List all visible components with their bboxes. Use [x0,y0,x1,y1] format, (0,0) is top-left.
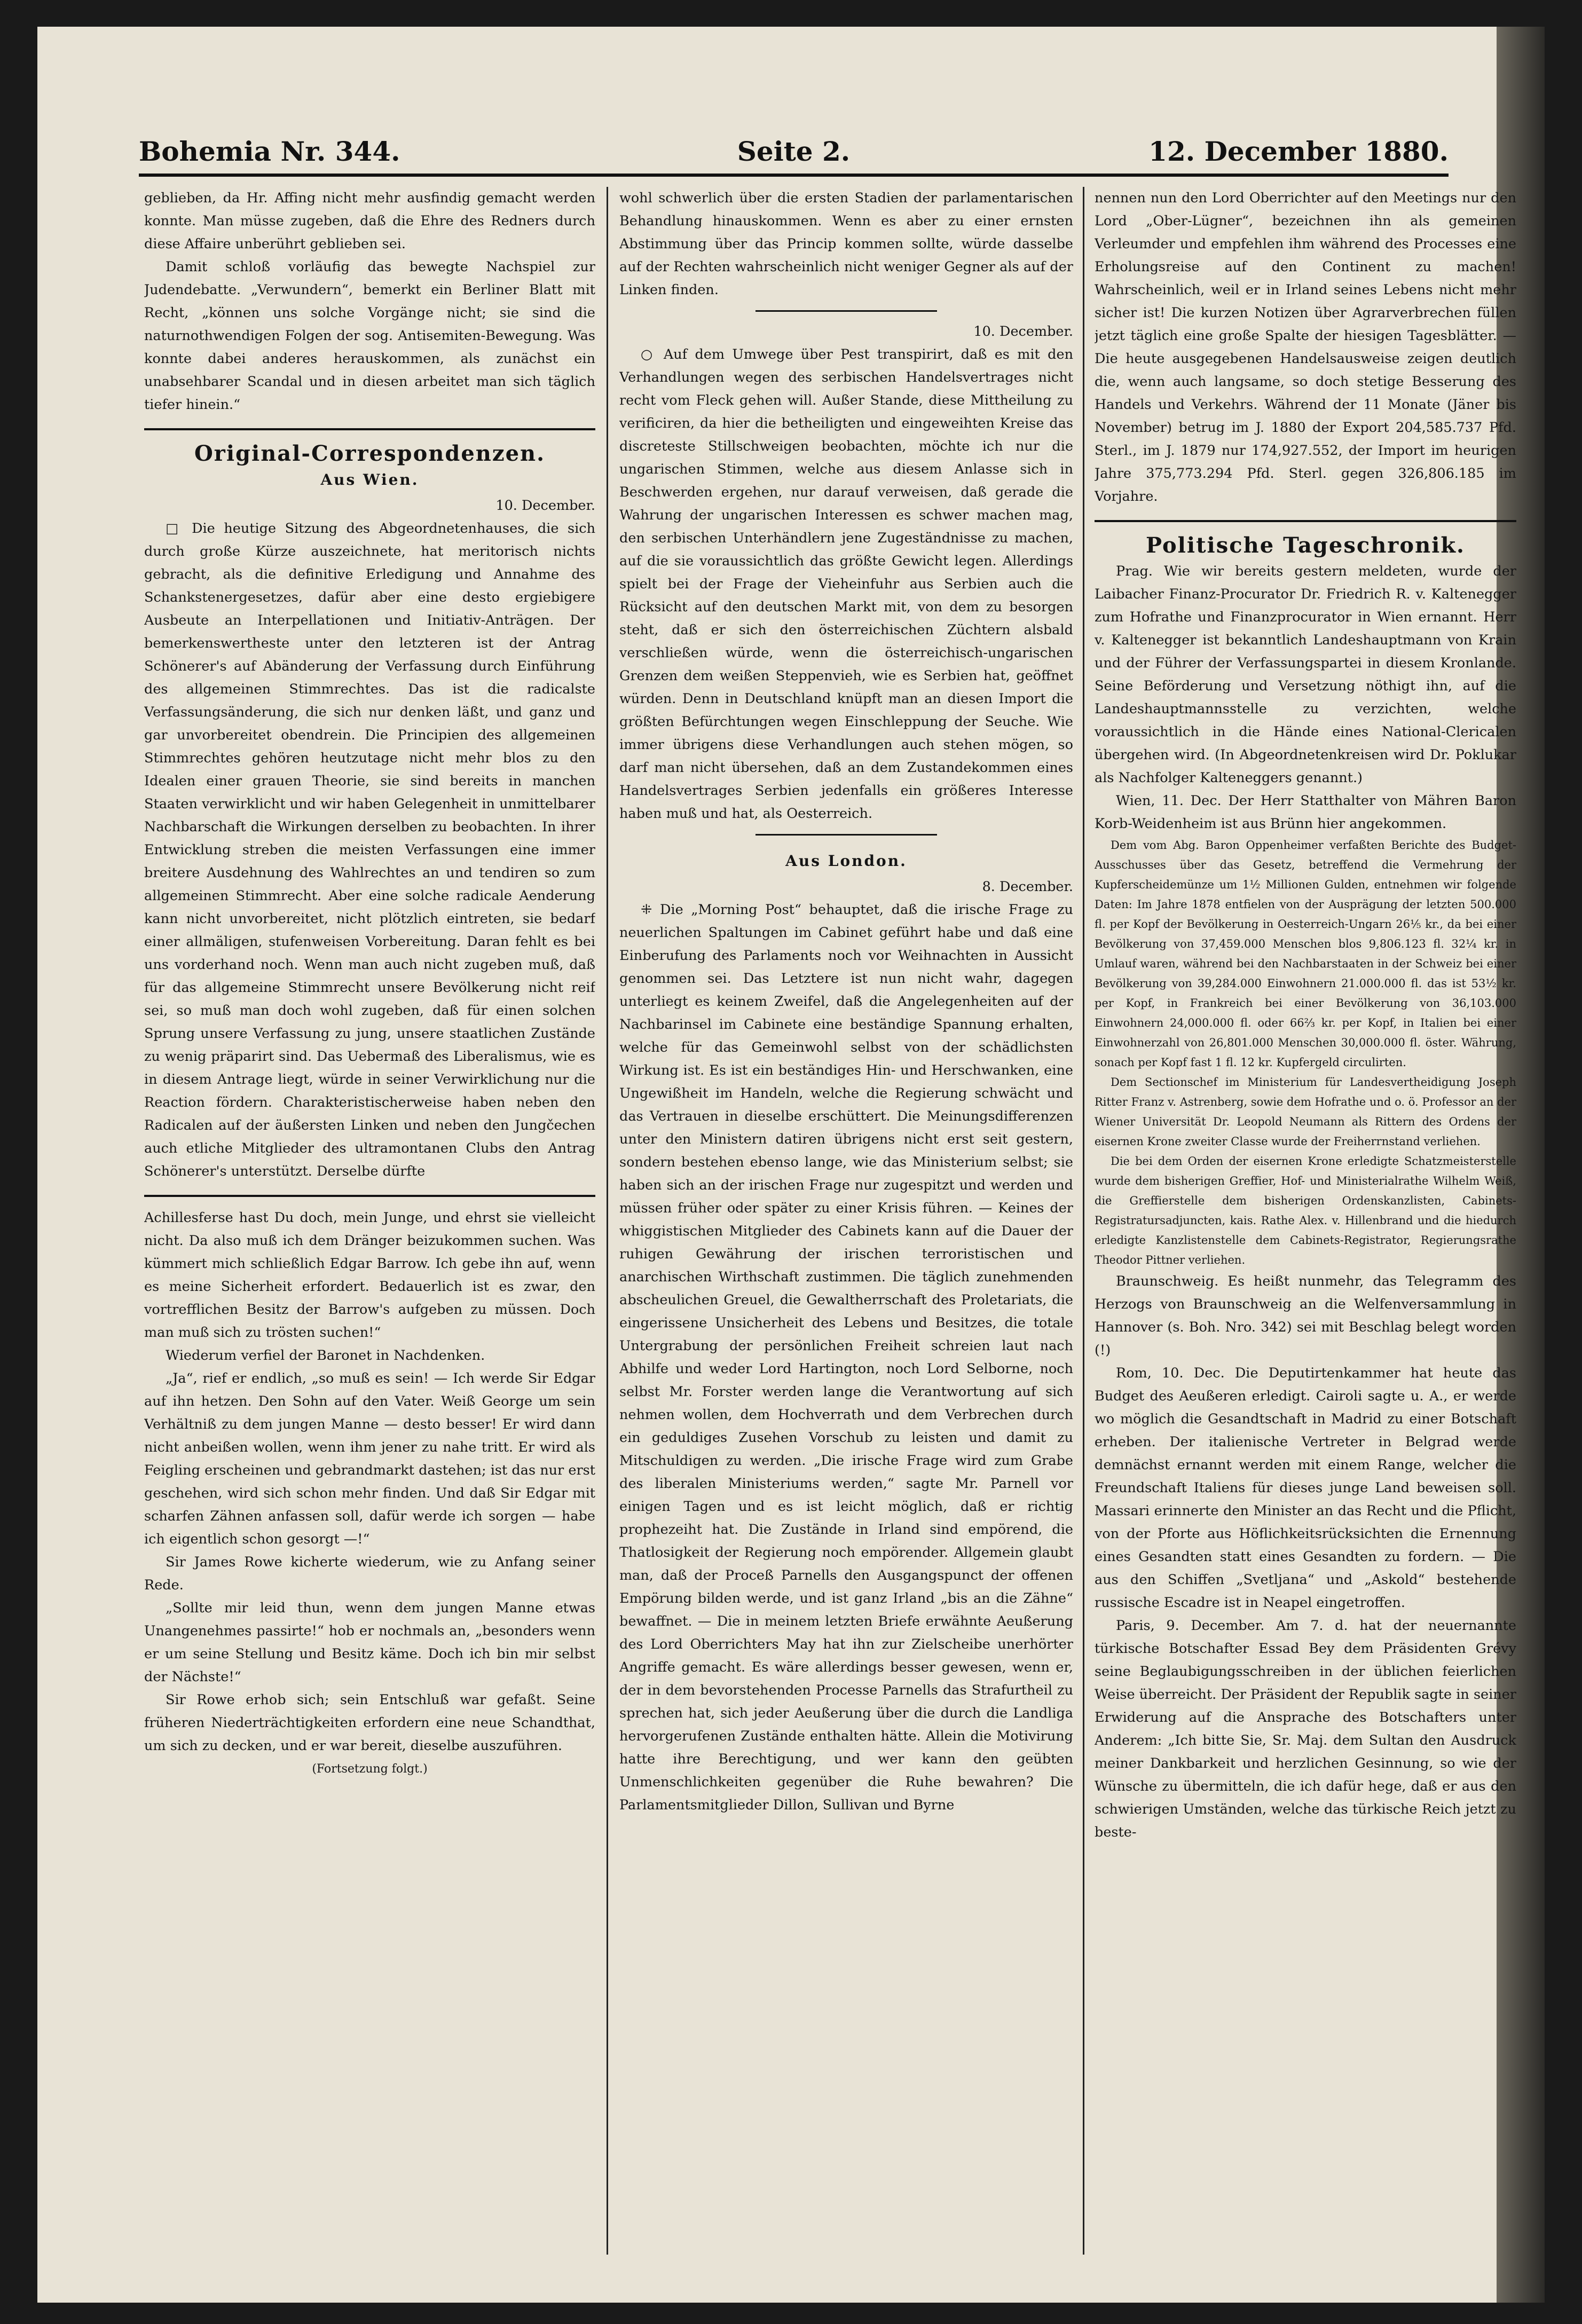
col3-small-paragraph: Die bei dem Orden der eisernen Krone erledigte Schatzmeisterstelle wurde dem bisherigen Greffier, Hof- und Ministerialrathe Wilhelm Weiß, die Greffierstelle dem bisherigen Ordenskanzlisten, Cabinets-Registratursadjuncten, kais. Rathe Alex. v. Hillenbrand und die hiedurch erledigte Kanzlistenstelle dem Cabinets-Registrator, Regierungsrathe Theodor Pittner verliehen. [1095,1155,1516,1266]
col3-small-paragraph: Dem vom Abg. Baron Oppenheimer verfaßten Berichte des Budget-Ausschusses über das Gesetz, betreffend die Vermehrung der Kupferscheidemünze um 1½ Millionen Gulden, entnehmen wir folgende Daten: Im Jahre 1878 entfielen von der Ausprägung der letzten 500.000 fl. per Kopf der Bevölkerung in Oesterreich-Ungarn 26⅕ kr., da bei einer Bevölkerung von 37,459.000 Menschen blos 9,806.123 fl. 32¼ kr. in Umlauf waren, während bei den Nachbarstaaten in der Schweiz bei einer Bevölkerung von 39,284.000 Einwohnern 21.000.000 fl. das ist 53½ kr. per Kopf, in Frankreich bei einer Bevölkerung von 36,103.000 Einwohnern 24,000.000 fl. oder 66⅔ kr. per Kopf, in Italien bei einer Einwohnerzahl von 26,801.000 Menschen 30,000.000 fl. öster. Währung, sonach per Kopf fast 1 fl. 12 kr. Kupfergeld circulirten. [1095,839,1516,1069]
section-divider [144,428,595,430]
col2-paragraph: wohl schwerlich über die ersten Stadien der parlamentarischen Behandlung hinauskommen. Wenn es aber zu einer ernsten Abstimmung über das Princip kommen sollte, würde dasselbe auf der Rechten wahrscheinlich nicht weniger Gegner als auf der Linken finden. [619,190,1073,298]
header-issue: Bohemia Nr. 344. [139,136,400,167]
feuilleton-paragraph: Wiederum verfiel der Baronet in Nachdenken. [166,1348,485,1364]
column-divider-2 [1083,187,1084,2255]
col1-paragraph: Damit schloß vorläufig das bewegte Nachspiel zur Judendebatte. „Verwundern“, bemerkt ein Berliner Blatt mit Recht, „können uns solche Vorgänge nicht; sie sind die naturnothwendigen Folgen der sog. Antisemiten-Bewegung. Was konnte dabei anderes herauskommen, als zunächst ein unabsehbarer Scandal und in diesen arbeitet man sich täglich tiefer hinein.“ [144,259,595,413]
short-divider [755,834,937,836]
section-title-correspondence: Original-Correspondenzen. [194,441,546,466]
column-1 [144,187,595,2255]
col3-paragraph: nennen nun den Lord Oberrichter auf den Meetings nur den Lord „Ober-Lügner“, bezeichnen ihn als gemeinen Verleumder und empfehlen ihm während des Processes eine Erholungsreise auf den Continent zu machen! Wahrscheinlich, weil er in Irland seines Lebens nicht mehr sicher ist! Die kurzen Notizen über Agrarverbrechen füllen jetzt täglich eine große Spalte der hiesigen Tagesblätter. — Die heute ausgegebenen Handelsausweise zeigen deutlich die, wenn auch langsame, so doch stetige Besserung des Handels und Verkehrs. Während der 11 Monate (Jäner bis November) betrug im J. 1880 der Export 204,585.737 Pfd. Sterl., im J. 1879 nur 174,927.552, der Import im heurigen Jahre 375,773.294 Pfd. Sterl. gegen 326,806.185 im Vorjahre. [1095,190,1516,505]
column-2 [619,187,1073,2255]
feuilleton-paragraph: „Ja“, rief er endlich, „so muß es sein! — Ich werde Sir Edgar auf ihn hetzen. Den Sohn auf den Vater. Weiß George um sein Verhältniß zu dem jungen Manne — desto besser! Er wird dann nicht anbeißen wollen, wenn ihm jener zu nahe tritt. Er wird als Feigling erscheinen und gebrandmarkt dastehen; ist das nur erst geschehen, wird sich schon mehr finden. Und daß Sir Edgar mit scharfen Zähnen anfassen soll, dafür werde ich sorgen — habe ich eigentlich schon gesorgt —!“ [144,1370,595,1547]
subsection-title-london: Aus London. [785,852,907,870]
dateline: 10. December. [495,498,595,514]
newspaper-page [37,27,1545,2303]
col3-small-paragraph: Dem Sectionschef im Ministerium für Landesvertheidigung Joseph Ritter Franz v. Astrenberg, sowie dem Hofrathe und o. ö. Professor an der Wiener Universität Dr. Leopold Neumann als Rittern des Ordens der eisernen Krone zweiter Classe wurde der Freiherrnstand verliehen. [1095,1076,1516,1148]
feuilleton-paragraph: Sir Rowe erhob sich; sein Entschluß war gefaßt. Seine früheren Niederträchtigkeiten erfordern eine neue Schandthat, um sich zu decken, und er war bereit, dieselbe auszuführen. [144,1692,595,1754]
col1-paragraph: □ Die heutige Sitzung des Abgeordnetenhauses, die sich durch große Kürze auszeichnete, hat meritorisch nichts gebracht, als die definitive Erledigung und Annahme des Schankstenergesetzes, dafür aber eine desto ergiebigere Ausbeute an Interpellationen und Initiativ-Anträgen. Der bemerkenswertheste unter den letzteren ist der Antrag Schönerer's auf Abänderung der Verfassung durch Einführung des allgemeinen Stimmrechtes. Das ist die radicalste Verfassungsänderung, die sich nur denken läßt, und ganz und gar unvorbereitet obendrein. Die Principien des allgemeinen Stimmrechtes gehören heutzutage nicht mehr blos zu den Idealen einer grauen Theorie, sie sind bereits in manchen Staaten verwirklicht und wir haben Gelegenheit in unmittelbarer Nachbarschaft die Wirkungen derselben zu beobachten. In ihrer Entwicklung streben die meisten Verfassungen eine immer breitere Ausdehnung des Wahlrechtes an und tendiren so zum allgemeinen Stimmrecht. Aber eine solche radicale Aenderung kann nicht unvorbereitet, nicht plötzlich eintreten, sie bedarf einer allmäligen, stufenweisen Vorbereitung. Daran fehlt es bei uns vorderhand noch. Wenn man auch nicht zugeben muß, daß für das allgemeine Stimmrecht unsere Bevölkerung nicht reif sei, so muß man doch wohl zugeben, daß für einen solchen Sprung unsere Verfassung zu jung, unsere staatlichen Zustände zu wenig präparirt sind. Das Uebermaß des Liberalismus, wie es in diesem Antrage liegt, würde in seiner Verwirklichung nur die Reaction fördern. Charakteristischerweise haben neben den Radicalen auf der äußersten Linken und neben den Jungčechen auch etliche Mitglieder des ultramontanen Clubs den Antrag Schönerer's unterstützt. Derselbe dürfte [144,521,595,1179]
col3-paragraph: Prag. Wie wir bereits gestern meldeten, wurde der Laibacher Finanz-Procurator Dr. Friedrich R. v. Kaltenegger zum Hofrathe und Finanzprocurator in Wien ernannt. Herr v. Kaltenegger ist bekanntlich Landeshauptmann von Krain und der Führer der Verfassungspartei in diesem Kronlande. Seine Beförderung und Versetzung nöthigt ihn, auf die Landeshauptmannsstelle zu verzichten, welche voraussichtlich in die Hände eines National-Clericalen übergehen wird. (In Abgeordnetenkreisen wird Dr. Poklukar als Nachfolger Kalteneggers genannt.) [1095,563,1516,786]
col3-paragraph: Paris, 9. December. Am 7. d. hat der neuernannte türkische Botschafter Essad Bey dem Präsidenten Grévy seine Beglaubigungsschreiben in der üblichen feierlichen Weise überreicht. Der Präsident der Republik sagte in seiner Erwiderung auf die Ansprache des Botschafters unter Anderem: „Ich bitte Sie, Sr. Maj. dem Sultan den Ausdruck meiner Dankbarkeit und herzlichen Gesinnung, so wie der Wünsche zu übermitteln, die ich dafür hege, daß er aus den schwierigen Umständen, welche das türkische Reich jetzt zu beste- [1095,1618,1516,1840]
col3-paragraph: Wien, 11. Dec. Der Herr Statthalter von Mähren Baron Korb-Weidenheim ist aus Brünn hier angekommen. [1095,793,1516,832]
header-date: 12. December 1880. [1148,136,1449,167]
continuation-note: (Fortsetzung folgt.) [312,1762,428,1776]
column-divider-1 [607,187,608,2255]
col2-paragraph: ○ Auf dem Umwege über Pest transpirirt, daß es mit den Verhandlungen wegen des serbischen Handelsvertrages nicht recht vom Fleck gehen will. Außer Stande, diese Mittheilung zu verificiren, da hier die betheiligten und eingeweihten Kreise das discreteste Stillschweigen beobachten, möchte ich nur die ungarischen Stimmen, welche aus diesem Anlasse sich in Beschwerden ergehen, nur darauf verweisen, daß gerade die Wahrung der ungarischen Interessen es schwer machen mag, den serbischen Unterhändlern jene Zugeständnisse zu machen, auf die sie voraussichtlich das größte Gewicht legen. Allerdings spielt bei der Frage der Vieheinfuhr aus Serbien auch die Rücksicht auf den deutschen Markt mit, von dem zu besorgen steht, daß er sich den österreichischen Züchtern alsbald verschließen würde, wenn die österreichisch-ungarischen Grenzen dem weißen Steppenvieh, wie es Serbien hat, geöffnet würden. Denn in Deutschland knüpft man an diesen Import die größten Befürchtungen wegen Einschleppung der Seuche. Wie immer übrigens diese Verhandlungen auch stehen mögen, so darf man nicht übersehen, daß an dem Zustandekommen eines Handelsvertrages Serbien jedenfalls ein größeres Interesse haben muß und hat, als Oesterreich. [619,346,1073,822]
column-3 [1095,187,1516,2255]
header-page-number: Seite 2. [737,136,851,167]
section-divider [1095,520,1516,522]
subsection-title-vienna: Aus Wien. [320,471,419,489]
section-title-political-chronicle: Politische Tageschronik. [1146,533,1465,558]
col3-paragraph: Rom, 10. Dec. Die Deputirtenkammer hat heute das Budget des Aeußeren erledigt. Cairoli sagte u. A., er werde wo möglich die Gesandtschaft in Madrid zu einer Botschaft erheben. Der italienische Vertreter in Belgrad werde demnächst ernannt werden mit einem Range, welcher die Freundschaft Italiens für dieses junge Land beweisen soll. Massari erinnerte den Minister an das Recht und die Pflicht, von der Pforte aus Höflichkeitsrücksichten die Ernennung eines Gesandten statt eines Gesandten zu fordern. — Die aus den Schiffen „Svetljana“ und „Askold“ bestehende russische Escadre ist in Neapel eingetroffen. [1095,1365,1516,1611]
col3-paragraph: Braunschweig. Es heißt nunmehr, das Telegramm des Herzogs von Braunschweig an die Welfenversammlung in Hannover (s. Boh. Nro. 342) sei mit Beschlag belegt worden (!) [1095,1273,1516,1358]
feuilleton-paragraph: Sir James Rowe kicherte wiederum, wie zu Anfang seiner Rede. [144,1554,595,1593]
dateline: 10. December. [973,324,1073,340]
short-divider [755,310,937,312]
col2-paragraph: ⁜ Die „Morning Post“ behauptet, daß die irische Frage zu neuerlichen Spaltungen im Cabinet geführt habe und daß eine Einberufung des Parlaments noch vor Weihnachten in Aussicht genommen sei. Das Letztere ist nun nicht wahr, dagegen unterliegt es keinem Zweifel, daß die Angelegenheiten auf der Nachbarinsel im Cabinete eine beständige Spannung erhalten, welche für das Gemeinwohl selbst von der schädlichsten Wirkung ist. Es ist ein beständiges Hin- und Herschwanken, eine Ungewißheit im Handeln, welche die Regierung schwächt und das Vertrauen in dieselbe erschüttert. Die Meinungsdifferenzen unter den Ministern datiren übrigens nicht erst seit gestern, sondern bestehen ebenso lange, wie das Ministerium selbst; sie haben sich an der irischen Frage nur zugespitzt und werden und müssen früher oder später zu einer Krisis führen. — Keines der whiggistischen Mitglieder des Cabinets kann auf die Dauer der ruhigen Gewährung der irischen terroristischen und anarchischen Wirthschaft zustimmen. Die täglich zunehmenden abscheulichen Greuel, die Gewaltherrschaft des Proletariats, die eingerissene Unsicherheit des Lebens und Besitzes, die totale Untergrabung der persönlichen Freiheit schreien laut nach Abhilfe und weder Lord Hartington, noch Lord Selborne, noch selbst Mr. Forster werden lange die Verantwortung auf sich nehmen wollen, dem Hochverrath und dem Verbrechen durch ein geduldiges Zusehen Vorschub zu leisten und damit zu Mitschuldigen zu werden. „Die irische Frage wird zum Grabe des liberalen Ministeriums werden,“ sagte Mr. Parnell vor einigen Tagen und es ist leicht möglich, daß er richtig prophezeiht hat. Die Zustände in Irland sind empörend, die Thatlosigkeit der Regierung noch empörender. Allgemein glaubt man, daß der Proceß Parnells den Ausgangspunct der offenen Empörung bilden werde, und ist ganz Irland „bis an die Zähne“ bewaffnet. — Die in meinem letzten Briefe erwähnte Aeußerung des Lord Oberrichters May hat ihn zur Zielscheibe unerhörter Angriffe gemacht. Es wäre allerdings besser gewesen, wenn er, der in dem bevorstehenden Processe Parnells das Strafurtheil zu sprechen hat, sich jeder Aeußerung über die durch die Landliga hervorgerufenen Zustände enthalten hätte. Allein die Motivirung hatte ihre Berechtigung, und wer kann den geübten Unmenschlichkeiten gegenüber die Ruhe bewahren? Die Parlamentsmitglieder Dillon, Sullivan und Byrne [619,902,1073,1813]
page-header [139,109,1449,177]
feuilleton-divider [144,1195,595,1197]
col1-paragraph: geblieben, da Hr. Affing nicht mehr ausfindig gemacht werden konnte. Man müsse zugeben, daß die Ehre des Redners durch diese Affaire unberührt geblieben sei. [144,190,595,252]
dateline: 8. December. [982,879,1073,895]
feuilleton-paragraph: Achillesferse hast Du doch, mein Junge, und ehrst sie vielleicht nicht. Da also muß ich dem Dränger beizukommen suchen. Was kümmert mich schließlich Edgar Barrow. Ich gebe ihn auf, wenn es meine Sicherheit erfordert. Bedauerlich ist es zwar, den vortrefflichen Besitz der Barrow's aufgeben zu müssen. Doch man muß sich zu trösten suchen!“ [144,1210,595,1341]
feuilleton-paragraph: „Sollte mir leid thun, wenn dem jungen Manne etwas Unangenehmes passirte!“ hob er nochmals an, „besonders wenn er um seine Stellung und Besitz käme. Doch ich bin mir selbst der Nächste!“ [144,1600,595,1685]
